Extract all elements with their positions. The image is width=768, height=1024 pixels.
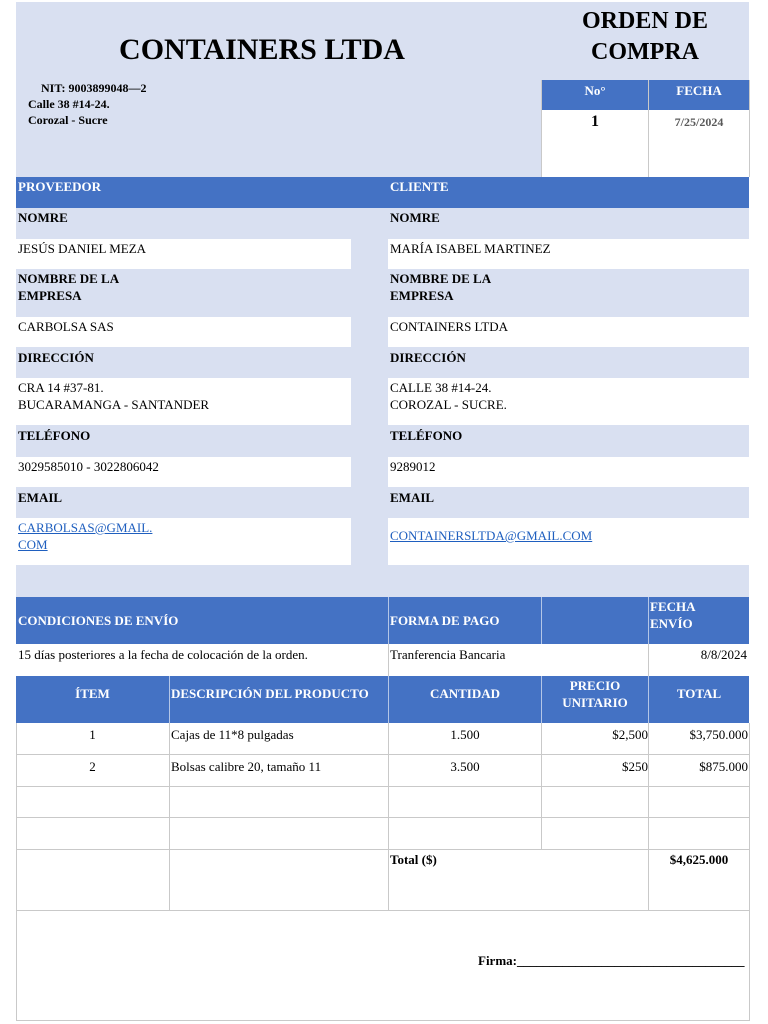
ship-date: 8/8/2024 [700,647,747,662]
supplier-address: CRA 14 #37-81. BUCARAMANGA - SANTANDER [18,380,210,412]
client-address-label: DIRECCIÓN [390,350,466,365]
col-total-header: TOTAL [676,685,722,701]
client-address: CALLE 38 #14-24. COROZAL - SUCRE. [390,380,507,412]
table-row-1-item: 1 [89,727,96,742]
doc-title [541,6,749,68]
client-company: CONTAINERS LTDA [390,319,509,334]
doc-number-label: No° [542,80,648,110]
company-address: Calle 38 #14-24. [28,97,110,111]
supplier-address-label: DIRECCIÓN [18,350,94,365]
supplier-name-label: NOMRE [18,210,68,225]
payment-method: Tranferencia Bancaria [390,647,506,662]
supplier-email-label: EMAIL [18,490,63,505]
col-item-header: ÍTEM [75,685,110,701]
payment-method-label: FORMA DE PAGO [390,613,500,628]
client-name-label: NOMRE [390,210,440,225]
doc-number-value: 1 [542,110,648,177]
client-phone: 9289012 [390,459,436,474]
supplier-header: PROVEEDOR [18,179,102,194]
company-city: Corozal - Sucre [28,113,108,127]
table-row-1-total: $3,750.000 [689,727,748,742]
table-row-1-description: Cajas de 11*8 pulgadas [171,727,294,742]
client-email-link[interactable]: CONTAINERSLTDA@GMAIL.COM [390,528,593,543]
col-quantity-header: CANTIDAD [429,685,501,701]
col-unit-price-header: PRECIO UNITARIO [562,678,628,710]
company-nit: NIT: 9003899048—2 [41,81,147,95]
table-row-2-total: $875.000 [699,759,748,774]
table-row-2-description: Bolsas calibre 20, tamaño 11 [171,759,322,774]
client-email-label: EMAIL [390,490,435,505]
client-name: MARÍA ISABEL MARTINEZ [390,241,551,256]
shipping-conditions: 15 días posteriores a la fecha de colocación de la orden. [18,647,308,662]
doc-date-value: 7/25/2024 [649,110,749,177]
total-label: Total ($) [390,852,437,867]
supplier-email-link[interactable]: CARBOLSAS@GMAIL. COM [18,520,153,552]
signature-line: Firma:___________________________________ [478,953,745,968]
table-row-1-quantity: 1.500 [450,727,480,742]
doc-title-line1: ORDEN DE [581,8,708,34]
shipping-conditions-label: CONDICIONES DE ENVÍO [18,613,179,628]
supplier-phone-label: TELÉFONO [18,428,91,443]
table-row-1-unit-price: $2,500 [612,727,648,742]
client-company-label: NOMBRE DE LA EMPRESA [390,271,492,303]
supplier-name: JESÚS DANIEL MEZA [18,241,147,256]
table-row-2-quantity: 3.500 [450,759,480,774]
client-header: CLIENTE [390,179,449,194]
supplier-company: CARBOLSA SAS [18,319,114,334]
doc-date-label: FECHA [649,80,749,110]
table-row-2-unit-price: $250 [622,759,648,774]
supplier-phone: 3029585010 - 3022806042 [18,459,159,474]
parties-header-bar [16,177,749,208]
client-phone-label: TELÉFONO [390,428,463,443]
table-row-2-item: 2 [89,759,96,774]
total-value: $4,625.000 [669,852,729,867]
col-description-header: DESCRIPCIÓN DEL PRODUCTO [171,685,369,701]
supplier-company-label: NOMBRE DE LA EMPRESA [18,271,120,303]
company-name: CONTAINERS LTDA [119,33,405,66]
doc-title-line2: COMPRA [591,39,699,65]
ship-date-label: FECHA ENVÍO [650,599,696,631]
